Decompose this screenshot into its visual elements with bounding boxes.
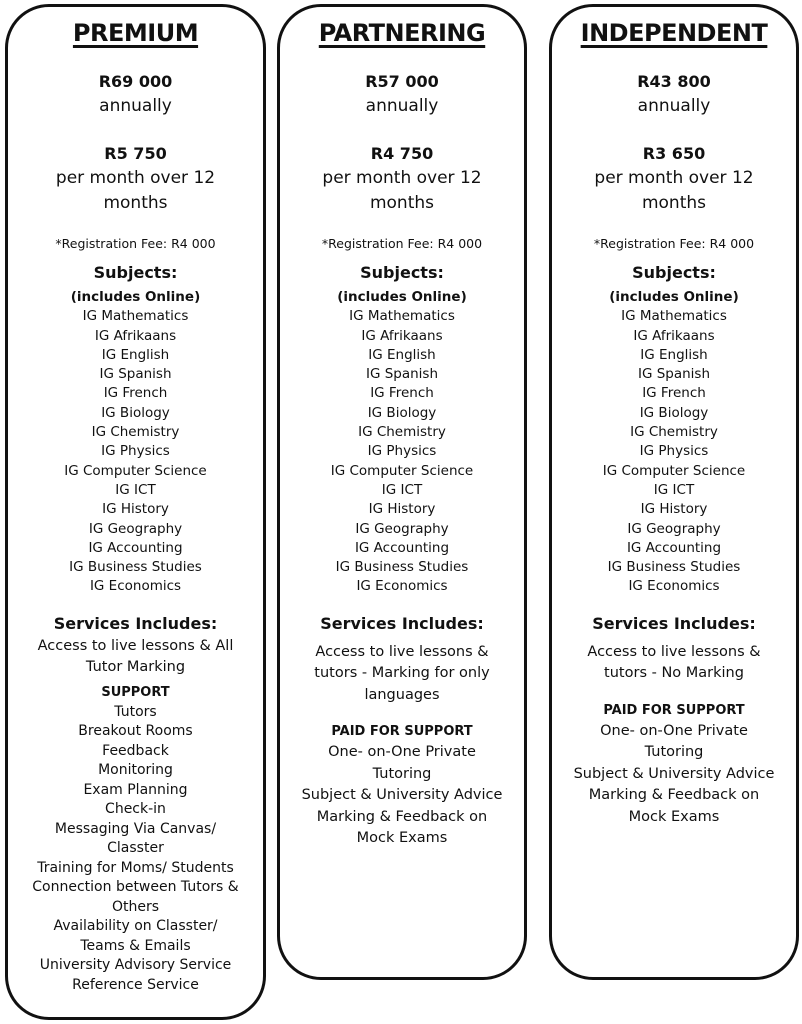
subjects-list bbox=[8, 288, 263, 597]
services-line: Access to live lessons & bbox=[587, 643, 761, 660]
services-heading: Services Includes: bbox=[592, 613, 756, 633]
subjects-list bbox=[552, 288, 796, 597]
support-item: Messaging Via Canvas/ bbox=[54, 820, 217, 837]
support-item: Mock Exams bbox=[628, 808, 720, 825]
annual-label: annually bbox=[99, 96, 172, 116]
subject-item: IG Afrikaans bbox=[633, 327, 715, 344]
services-heading: Services Includes: bbox=[320, 613, 484, 633]
subject-item: IG Mathematics bbox=[82, 308, 189, 325]
subject-item: IG French bbox=[642, 385, 706, 402]
support-item: Subject & University Advice bbox=[301, 787, 503, 804]
subject-item: IG French bbox=[103, 385, 168, 402]
monthly-label-line1: per month over 12 bbox=[594, 168, 754, 188]
monthly-label-line1: per month over 12 bbox=[322, 168, 482, 188]
subject-item: IG English bbox=[640, 346, 708, 363]
subject-item: IG Physics bbox=[367, 443, 437, 460]
subject-item: IG Computer Science bbox=[602, 462, 746, 479]
services-description bbox=[552, 642, 796, 685]
paid-support-list bbox=[552, 721, 796, 829]
support-item: Subject & University Advice bbox=[573, 765, 775, 782]
support-item: Classter bbox=[107, 840, 164, 857]
subject-item: IG History bbox=[102, 501, 169, 518]
services-line: tutors - No Marking bbox=[604, 665, 744, 682]
annual-price: R57 000 bbox=[365, 72, 439, 91]
registration-fee: *Registration Fee: R4 000 bbox=[593, 236, 755, 251]
support-item: Feedback bbox=[102, 742, 169, 759]
services-line: Tutor Marking bbox=[85, 659, 186, 676]
subject-item: IG ICT bbox=[653, 481, 695, 498]
subject-item: IG Chemistry bbox=[630, 424, 718, 441]
plan-title: PARTNERING bbox=[318, 19, 486, 47]
support-item: Tutoring bbox=[644, 744, 704, 761]
subject-item: IG Economics bbox=[356, 578, 448, 595]
monthly-price: R3 650 bbox=[642, 144, 706, 163]
subject-item: IG Spanish bbox=[99, 366, 172, 383]
registration-fee: *Registration Fee: R4 000 bbox=[321, 236, 483, 251]
subject-item: IG Accounting bbox=[626, 539, 722, 556]
subject-item: IG Spanish bbox=[365, 366, 439, 383]
support-item: Breakout Rooms bbox=[78, 723, 193, 740]
annual-label: annually bbox=[365, 96, 439, 116]
services-line: Access to live lessons & bbox=[315, 643, 489, 660]
annual-price: R69 000 bbox=[98, 72, 173, 91]
subject-item: IG Economics bbox=[628, 578, 720, 595]
support-item: Connection between Tutors & bbox=[32, 879, 239, 896]
subject-item: IG Biology bbox=[101, 404, 170, 421]
monthly-price: R4 750 bbox=[370, 144, 434, 163]
monthly-label-line1: per month over 12 bbox=[55, 168, 216, 188]
services-line: Access to live lessons & All bbox=[37, 637, 234, 654]
support-item: Marking & Feedback on bbox=[588, 787, 760, 804]
subject-item: IG Physics bbox=[101, 443, 170, 460]
subject-item: IG Computer Science bbox=[64, 462, 207, 479]
subject-item: IG Afrikaans bbox=[361, 327, 443, 344]
subject-item: IG Computer Science bbox=[330, 462, 474, 479]
subject-item: IG Geography bbox=[88, 520, 183, 537]
support-item: Training for Moms/ Students bbox=[37, 859, 234, 876]
support-heading: SUPPORT bbox=[101, 684, 170, 700]
subject-item: IG Business Studies bbox=[607, 559, 741, 576]
monthly-label-line2: months bbox=[103, 193, 168, 213]
subject-item: IG French bbox=[370, 385, 434, 402]
plan-title: INDEPENDENT bbox=[580, 19, 768, 47]
subject-item: (includes Online) bbox=[337, 289, 467, 305]
support-item: Teams & Emails bbox=[80, 937, 191, 954]
paid-support-list bbox=[280, 742, 524, 850]
subject-item: IG Accounting bbox=[88, 539, 183, 556]
support-item: Availability on Classter/ bbox=[53, 918, 218, 935]
annual-label: annually bbox=[637, 96, 711, 116]
support-item: One- on-One Private bbox=[600, 722, 748, 739]
subject-item: IG Mathematics bbox=[621, 308, 727, 325]
subject-item: IG Biology bbox=[367, 404, 437, 421]
subject-item: IG Chemistry bbox=[358, 424, 446, 441]
annual-price: R43 800 bbox=[637, 72, 711, 91]
paid-support-heading: PAID FOR SUPPORT bbox=[603, 702, 745, 718]
subjects-list bbox=[280, 288, 524, 597]
subject-item: (includes Online) bbox=[70, 289, 201, 305]
services-description bbox=[8, 636, 263, 679]
plan-card-premium bbox=[5, 4, 266, 1020]
subject-item: IG English bbox=[368, 346, 436, 363]
subject-item: IG Spanish bbox=[637, 366, 711, 383]
subjects-heading: Subjects: bbox=[360, 263, 444, 282]
plan-title: PREMIUM bbox=[72, 19, 199, 47]
subject-item: IG Biology bbox=[639, 404, 709, 421]
support-item: Tutors bbox=[114, 703, 157, 720]
support-item: Mock Exams bbox=[356, 830, 448, 847]
subject-item: IG History bbox=[640, 501, 708, 518]
support-item: Exam Planning bbox=[83, 781, 188, 798]
subject-item: IG English bbox=[101, 346, 170, 363]
subject-item: IG Chemistry bbox=[91, 424, 180, 441]
subject-item: IG Geography bbox=[627, 520, 721, 537]
subjects-heading: Subjects: bbox=[632, 263, 716, 282]
services-line: languages bbox=[364, 686, 440, 703]
services-heading: Services Includes: bbox=[53, 613, 218, 633]
monthly-label-line2: months bbox=[641, 193, 707, 213]
support-item: Others bbox=[111, 898, 160, 915]
subject-item: IG Afrikaans bbox=[94, 327, 177, 344]
paid-support-heading: PAID FOR SUPPORT bbox=[331, 724, 473, 740]
support-item: Monitoring bbox=[98, 762, 173, 779]
services-line: tutors - Marking for only bbox=[314, 665, 490, 682]
registration-fee: *Registration Fee: R4 000 bbox=[55, 236, 216, 251]
subject-item: IG Accounting bbox=[354, 539, 450, 556]
services-description bbox=[280, 642, 524, 707]
subject-item: IG Business Studies bbox=[69, 559, 202, 576]
subject-item: IG Geography bbox=[355, 520, 449, 537]
subject-item: IG Physics bbox=[639, 443, 709, 460]
subject-item: IG Mathematics bbox=[349, 308, 455, 325]
subject-item: IG Business Studies bbox=[335, 559, 469, 576]
subject-item: IG ICT bbox=[115, 481, 156, 498]
support-item: Marking & Feedback on bbox=[316, 808, 488, 825]
support-list bbox=[8, 703, 263, 996]
support-item: University Advisory Service bbox=[39, 957, 232, 974]
plan-card-independent bbox=[549, 4, 799, 980]
support-item: Check-in bbox=[105, 801, 166, 818]
support-item: Reference Service bbox=[72, 976, 199, 993]
subject-item: IG Economics bbox=[89, 578, 182, 595]
support-item: One- on-One Private bbox=[328, 744, 476, 761]
subject-item: IG ICT bbox=[381, 481, 423, 498]
plan-card-partnering bbox=[277, 4, 527, 980]
subject-item: (includes Online) bbox=[609, 289, 739, 305]
monthly-label-line2: months bbox=[369, 193, 435, 213]
monthly-price: R5 750 bbox=[104, 144, 167, 163]
subject-item: IG History bbox=[368, 501, 436, 518]
support-item: Tutoring bbox=[372, 765, 432, 782]
subjects-heading: Subjects: bbox=[93, 263, 178, 282]
